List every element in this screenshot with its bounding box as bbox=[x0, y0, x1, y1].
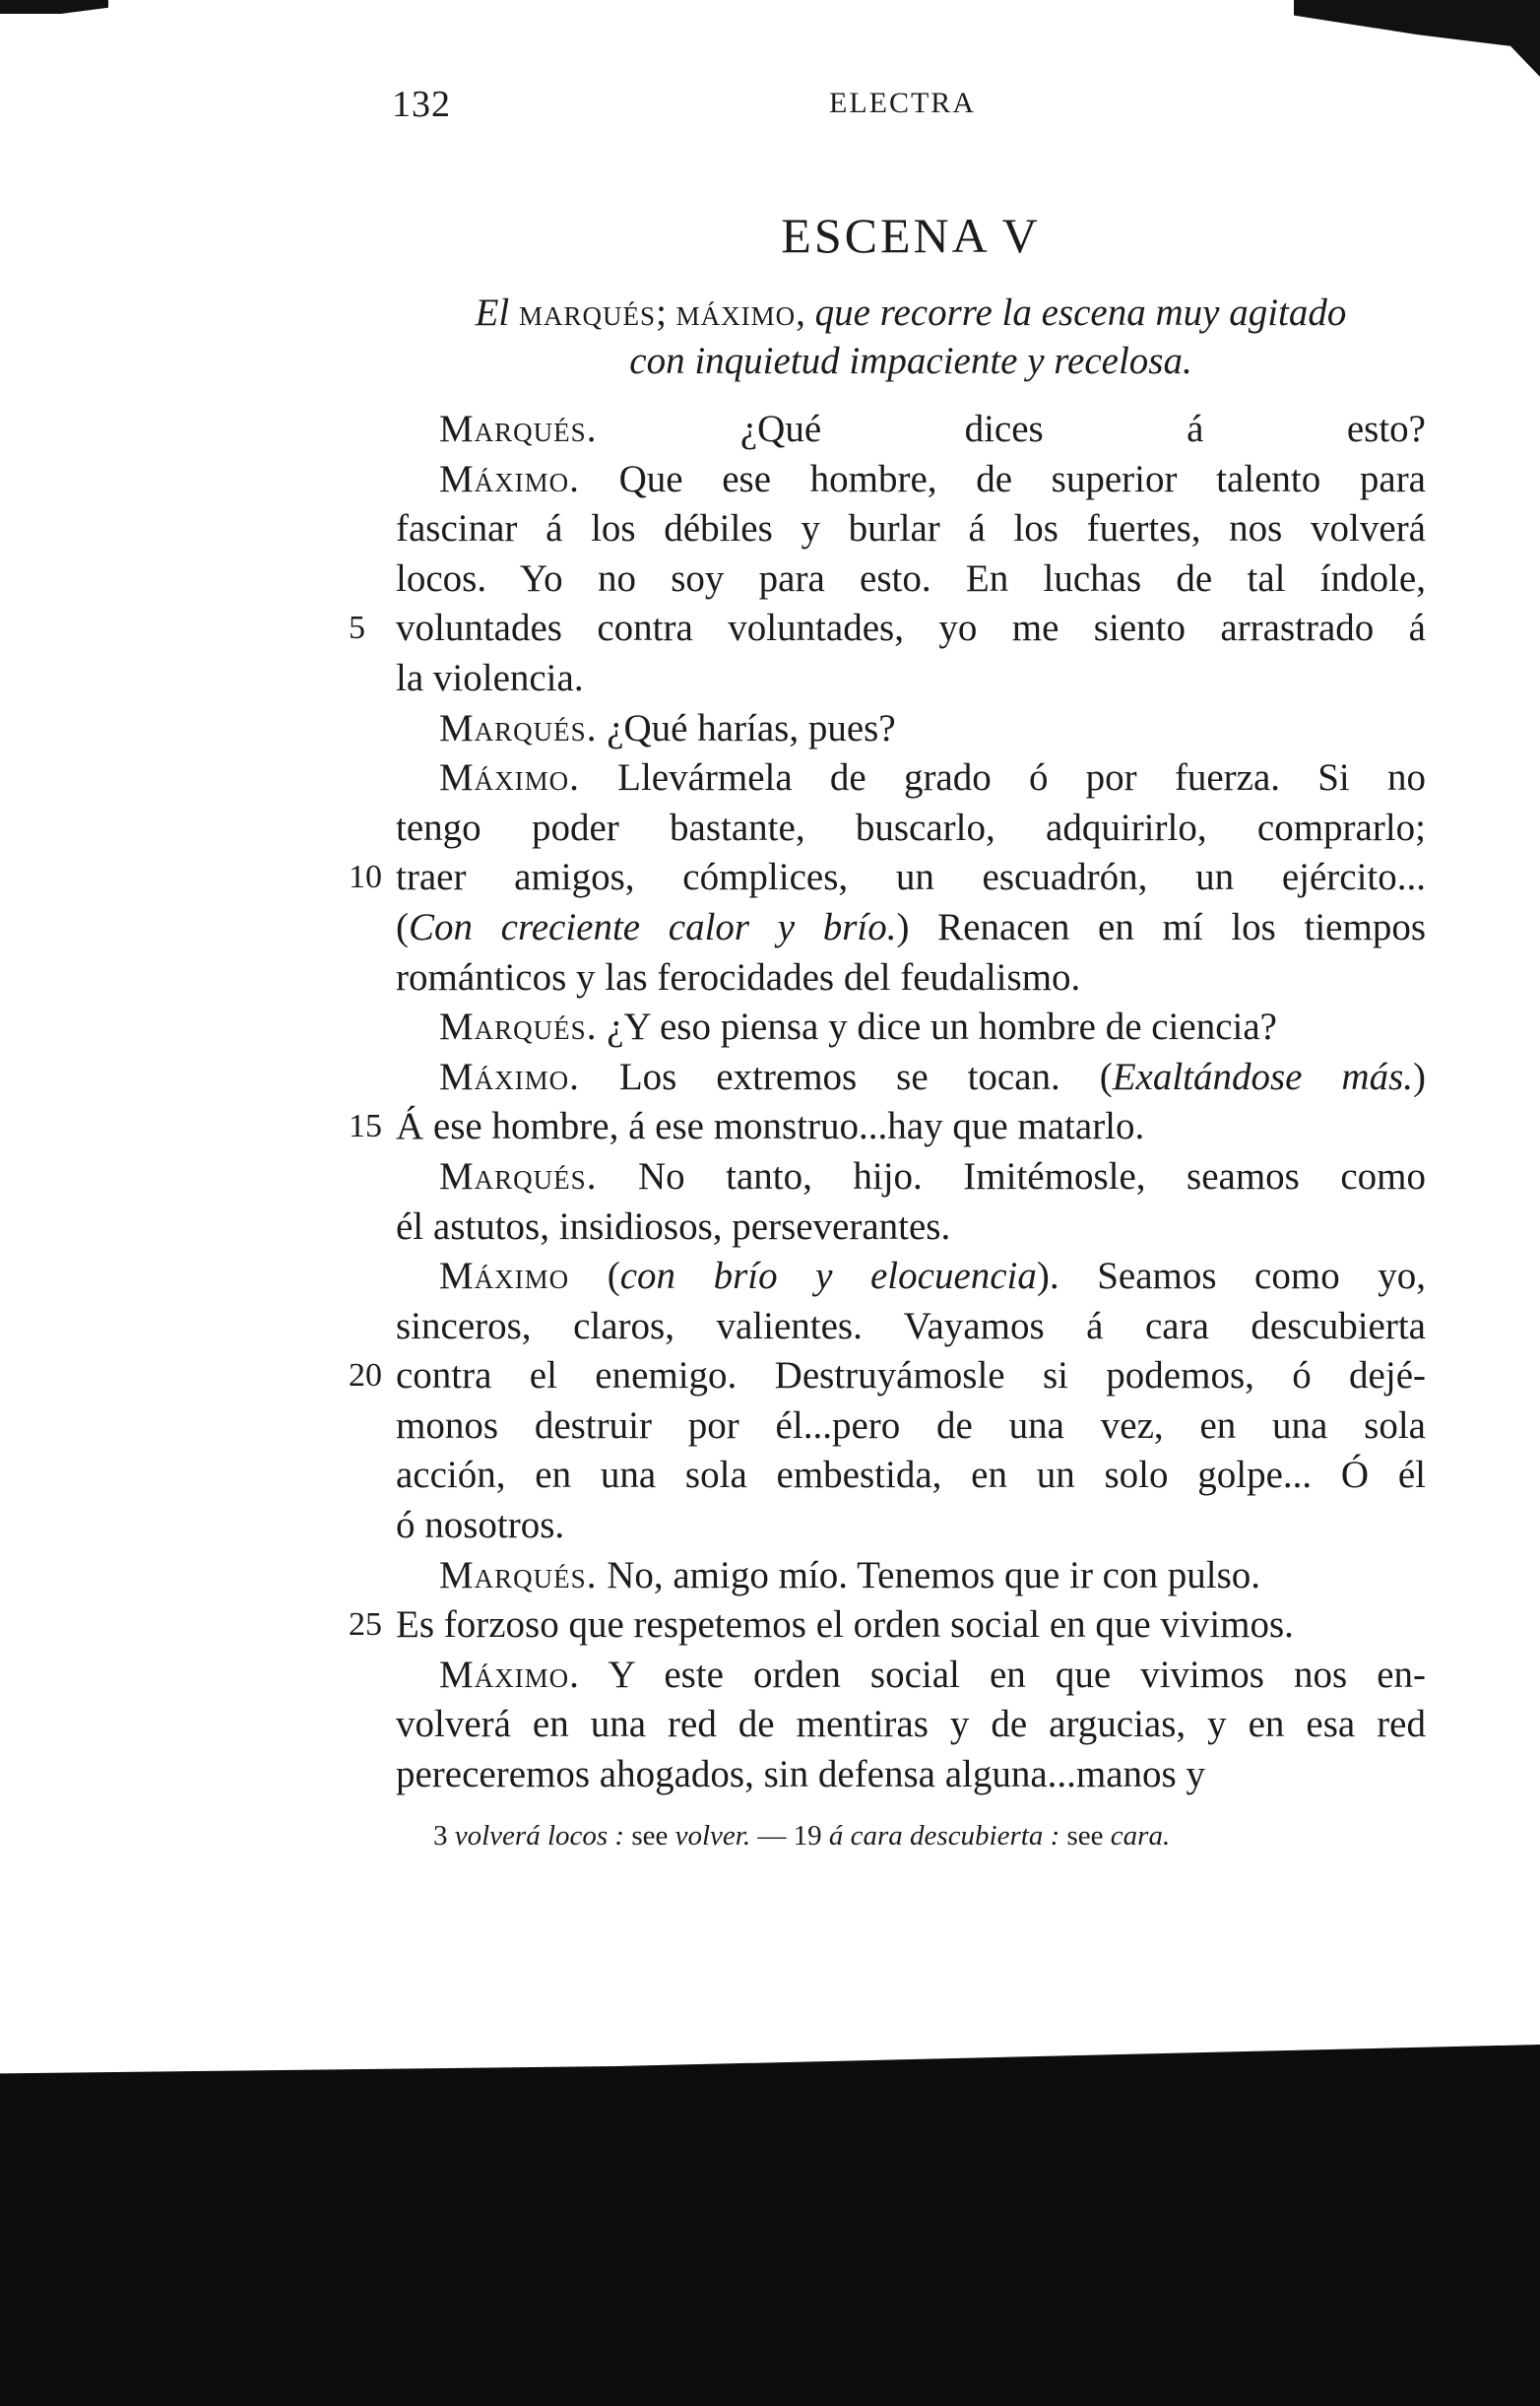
stage-note: Exaltándose más. bbox=[1112, 1055, 1413, 1098]
text-line bbox=[396, 405, 1426, 455]
text-line bbox=[396, 1551, 1426, 1601]
scan-bottom-shadow bbox=[0, 2045, 1540, 2406]
stage-note: Con creciente calor y brío. bbox=[409, 905, 897, 948]
footnote: 3 volverá locos : see volver. — 19 á cara descubierta : see cara. bbox=[433, 1820, 1171, 1852]
speaker-name: Máximo. bbox=[439, 457, 580, 500]
text: ( bbox=[396, 905, 409, 948]
stage-direction bbox=[394, 289, 1428, 385]
text-line bbox=[396, 953, 1426, 1004]
line-number: 5 bbox=[349, 610, 365, 647]
text: ¿Qué dices á esto? bbox=[597, 408, 1426, 450]
text-line bbox=[396, 1152, 1426, 1203]
text: volverá en una red de mentiras y de argucias, y en esa red bbox=[396, 1703, 1426, 1746]
text: contra el enemigo. Destruyámosle si podemos, ó dejé- bbox=[396, 1354, 1426, 1398]
text: monos destruir por él...pero de una vez, en una sola bbox=[396, 1403, 1426, 1447]
speaker-name: Marqués. bbox=[439, 1154, 598, 1198]
text: sinceros, claros, valientes. Vayamos á cara descubierta bbox=[396, 1304, 1426, 1347]
text: ¿Y eso piensa y dice un hombre de ciencia? bbox=[597, 1006, 1277, 1049]
text: Que ese hombre, de superior talento para bbox=[579, 457, 1426, 500]
dialogue-text bbox=[349, 405, 1426, 1800]
stage-note: con brío y elocuencia bbox=[619, 1255, 1037, 1298]
text-line bbox=[396, 903, 1426, 953]
text-line bbox=[349, 853, 1426, 903]
running-title: ELECTRA bbox=[829, 87, 976, 119]
speaker-name: Máximo. bbox=[439, 756, 580, 800]
text: pereceremos ahogados, sin defensa alguna...manos y bbox=[396, 1753, 1205, 1796]
speaker-name: Marqués. bbox=[439, 1553, 598, 1596]
text: locos. Yo no soy para esto. En luchas de tal índole, bbox=[396, 556, 1426, 600]
speaker-name: Máximo bbox=[439, 1255, 570, 1298]
text: Es forzoso que respetemos el orden social en que vivimos. bbox=[396, 1603, 1294, 1647]
text-line bbox=[396, 1252, 1426, 1302]
text: acción, en una sola embestida, en un solo golpe... Ó él bbox=[396, 1454, 1426, 1497]
text: fascinar á los débiles y burlar á los fuertes, nos volverá bbox=[396, 507, 1426, 551]
text-line bbox=[396, 1501, 1426, 1551]
text-line bbox=[396, 1700, 1426, 1750]
text: ( bbox=[569, 1255, 620, 1298]
text: Los extremos se tocan. ( bbox=[579, 1055, 1113, 1098]
speaker-name: Marqués. bbox=[439, 706, 598, 749]
scan-edge-shadow bbox=[1294, 0, 1540, 77]
text: la violencia. bbox=[396, 656, 584, 699]
text-line bbox=[396, 1053, 1426, 1103]
text: ¿Qué harías, pues? bbox=[597, 706, 896, 749]
text-line bbox=[349, 604, 1426, 654]
text-line bbox=[349, 1351, 1426, 1401]
text-line bbox=[349, 1102, 1426, 1152]
text: tengo poder bastante, buscarlo, adquirirlo, comprarlo; bbox=[396, 806, 1426, 849]
text: ). Seamos como yo, bbox=[1036, 1255, 1426, 1298]
character-name: máximo bbox=[675, 292, 797, 334]
text-line bbox=[396, 804, 1426, 854]
text: Llevármela de grado ó por fuerza. Si no bbox=[579, 756, 1426, 800]
line-number: 20 bbox=[349, 1357, 382, 1395]
text-line bbox=[349, 1600, 1426, 1651]
text-line bbox=[396, 1651, 1426, 1701]
character-name: marqués bbox=[519, 292, 657, 334]
speaker-name: Máximo. bbox=[439, 1055, 580, 1098]
text: él astutos, insidiosos, perseverantes. bbox=[396, 1204, 951, 1248]
text-line bbox=[396, 455, 1426, 505]
speaker-name: Marqués. bbox=[439, 408, 598, 450]
line-number: 25 bbox=[349, 1606, 382, 1644]
speaker-name: Marqués. bbox=[439, 1006, 598, 1049]
text: románticos y las ferocidades del feudalismo. bbox=[396, 955, 1081, 999]
text: Á ese hombre, á ese monstruo...hay que matarlo. bbox=[396, 1105, 1145, 1148]
text-line bbox=[396, 554, 1426, 605]
line-number: 10 bbox=[349, 859, 382, 896]
text-line bbox=[396, 504, 1426, 554]
text-line bbox=[396, 654, 1426, 704]
text: ó nosotros. bbox=[396, 1504, 565, 1547]
text-line bbox=[396, 753, 1426, 804]
text: Y este orden social en que vivimos nos en- bbox=[579, 1653, 1426, 1696]
text: traer amigos, cómplices, un escuadrón, un ejército... bbox=[396, 856, 1426, 899]
text: voluntades contra voluntades, yo me siento arrastrado á bbox=[396, 607, 1426, 650]
speaker-name: Máximo. bbox=[439, 1653, 580, 1696]
stage-direction-line: con inquietud impaciente y recelosa. bbox=[629, 340, 1192, 382]
scan-edge-shadow bbox=[0, 0, 108, 22]
text-line bbox=[396, 1451, 1426, 1501]
text-line bbox=[396, 1302, 1426, 1352]
text: ) bbox=[1413, 1055, 1426, 1098]
running-head bbox=[0, 83, 1540, 126]
line-number: 15 bbox=[349, 1108, 382, 1145]
text: No tanto, hijo. Imitémosle, seamos como bbox=[597, 1154, 1426, 1198]
page-number: 132 bbox=[392, 84, 451, 125]
scene-heading: ESCENA V bbox=[781, 208, 1041, 263]
stage-direction-line: El marqués; máximo, que recorre la escena muy agitado bbox=[475, 292, 1347, 334]
text: No, amigo mío. Tenemos que ir con pulso. bbox=[597, 1553, 1261, 1596]
text-line bbox=[396, 1003, 1426, 1053]
text: ) Renacen en mí los tiempos bbox=[896, 905, 1426, 948]
text-line bbox=[396, 704, 1426, 754]
text-line bbox=[396, 1750, 1426, 1800]
text-line bbox=[396, 1401, 1426, 1452]
text-line bbox=[396, 1203, 1426, 1253]
